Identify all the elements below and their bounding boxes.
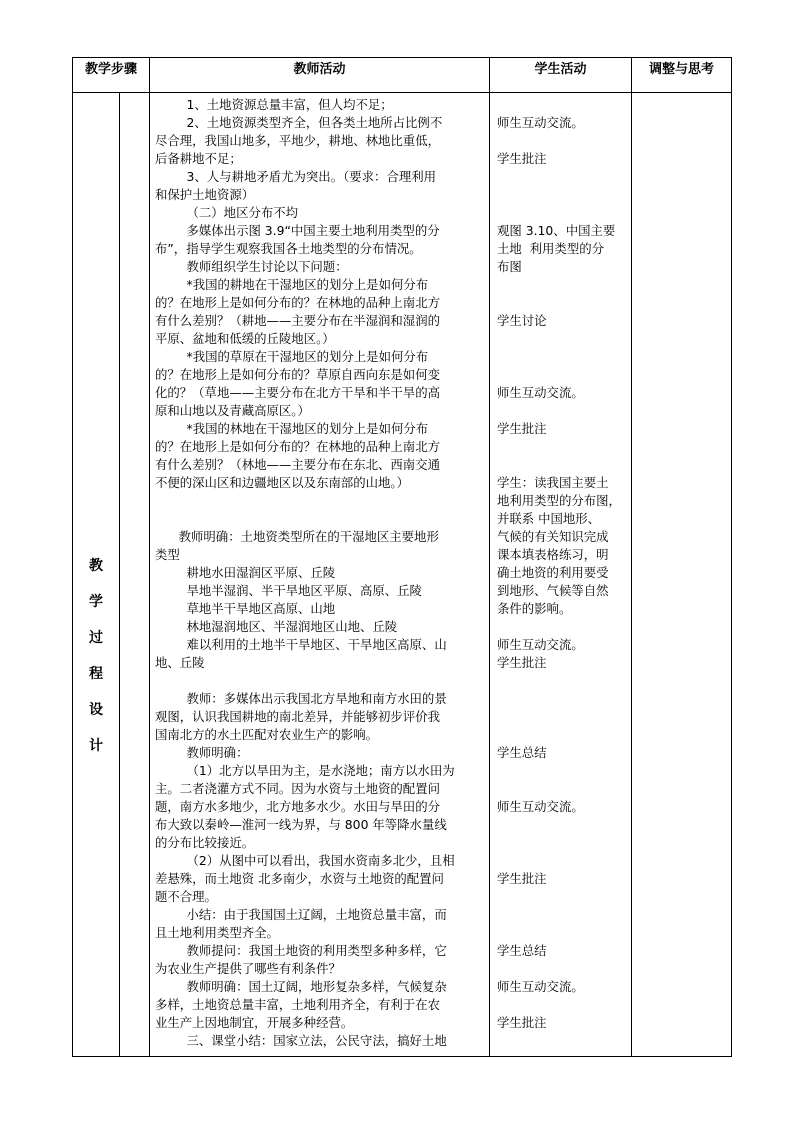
teacher-line bbox=[155, 672, 484, 690]
student-line: 学生：读我国主要土 bbox=[497, 475, 609, 490]
step-char: 程 bbox=[89, 666, 103, 682]
teacher-line: 有什么差别？（耕地——主要分布在半湿润和湿润的 bbox=[155, 313, 440, 328]
teacher-line: 且土地利用类型齐全。 bbox=[155, 925, 279, 940]
teacher-line: 布”，指导学生观察我国各土地类型的分布情况。 bbox=[155, 241, 422, 256]
teacher-line: 题不合理。 bbox=[155, 889, 217, 904]
teacher-line: 林地湿润地区、半湿润地区山地、丘陵 bbox=[155, 619, 398, 634]
teacher-line: 的？在地形上是如何分布的？在林地的品种上南北方 bbox=[155, 439, 440, 454]
step-char: 设 bbox=[89, 702, 103, 718]
step-char: 过 bbox=[89, 630, 103, 646]
teacher-line: 为农业生产提供了哪些有利条件？ bbox=[155, 961, 341, 976]
teacher-line: *我国的耕地在干湿地区的划分上是如何分布 bbox=[155, 277, 429, 292]
student-line: 并联系 中国地形、 bbox=[497, 511, 601, 526]
teacher-line: 地、丘陵 bbox=[155, 655, 205, 670]
student-line: 师生互动交流。 bbox=[497, 637, 584, 652]
student-line: 学生总结 bbox=[497, 745, 547, 760]
teacher-line: 有什么差别？（林地——主要分布在东北、西南交通 bbox=[155, 457, 440, 472]
teacher-line: 教师明确：土地资类型所在的干湿地区主要地形 bbox=[155, 529, 439, 544]
teacher-line bbox=[155, 492, 484, 510]
teacher-line: 难以利用的土地半干旱地区、干旱地区高原、山 bbox=[155, 637, 447, 652]
teacher-line: 教师组织学生讨论以下问题： bbox=[155, 259, 348, 274]
teacher-line: 2、土地资源类型齐全，但各类土地所占比例不 bbox=[155, 115, 443, 130]
teacher-line: 教师明确：国土辽阔，地形复杂多样，气候复杂 bbox=[155, 979, 447, 994]
teacher-activity-text bbox=[150, 93, 489, 1050]
student-line: 学生总结 bbox=[497, 943, 547, 958]
student-line: 地利用类型的分布图， bbox=[497, 493, 621, 508]
teacher-line: 类型 bbox=[155, 547, 180, 562]
teacher-line: （2）从图中可以看出，我国水资南多北少，且相 bbox=[155, 853, 455, 868]
student-line: 到地形、气候等自然 bbox=[497, 583, 609, 598]
teacher-line: 平原、盆地和低缓的丘陵地区。） bbox=[155, 331, 335, 346]
student-line: 气候的有关知识完成 bbox=[497, 529, 609, 544]
student-line: 师生互动交流。 bbox=[497, 799, 584, 814]
student-line: 学生批注 bbox=[497, 151, 547, 166]
student-line: 学生批注 bbox=[497, 421, 547, 436]
teacher-line: 教师明确： bbox=[155, 745, 249, 760]
teacher-line: 差悬殊，而土地资 北多南少，水资与土地资的配置问 bbox=[155, 871, 444, 886]
teacher-line: 的？在地形上是如何分布的？草原自西向东是如何变 bbox=[155, 367, 440, 382]
teacher-line: 不便的深山区和边疆地区以及东南部的山地。） bbox=[155, 475, 410, 490]
teacher-line: 教师：多媒体出示我国北方旱地和南方水田的景 bbox=[155, 691, 447, 706]
teacher-line: 耕地水田湿润区平原、丘陵 bbox=[155, 565, 336, 580]
student-line: 土地 利用类型的分 bbox=[497, 241, 605, 256]
student-line: 布图 bbox=[497, 259, 522, 274]
student-line: 观图 3.10、中国主要 bbox=[497, 223, 616, 238]
student-line: 师生互动交流。 bbox=[497, 979, 584, 994]
teacher-line: 和保护土地资源） bbox=[155, 187, 255, 202]
student-line: 师生互动交流。 bbox=[497, 115, 584, 130]
teacher-line: 题，南方水多地少，北方地多水少。水田与旱田的分 bbox=[155, 799, 440, 814]
student-line: 师生互动交流。 bbox=[497, 385, 584, 400]
teacher-line: 旱地半湿润、半干旱地区平原、高原、丘陵 bbox=[155, 583, 422, 598]
student-activity-text bbox=[490, 93, 631, 1030]
teacher-line: （1）北方以旱田为主，是水浇地；南方以水田为 bbox=[155, 763, 455, 778]
teacher-line: 主。二者浇灌方式不同。因为水资与土地资的配置问 bbox=[155, 781, 440, 796]
step-char: 学 bbox=[89, 594, 103, 610]
teacher-line: 教师提问：我国土地资的利用类型多种多样，它 bbox=[155, 943, 447, 958]
student-line: 课本填表格练习，明 bbox=[497, 547, 609, 562]
teacher-line bbox=[155, 510, 484, 528]
student-line: 学生批注 bbox=[497, 1015, 547, 1030]
teacher-line: 小结：由于我国国土辽阔，土地资总量丰富，而 bbox=[155, 907, 447, 922]
step-char: 教 bbox=[89, 558, 103, 574]
student-line: 条件的影响。 bbox=[497, 601, 572, 616]
teacher-line: 业生产上因地制宜，开展多种经营。 bbox=[155, 1015, 354, 1030]
step-char: 计 bbox=[89, 738, 103, 754]
student-line: 确土地资的利用要受 bbox=[497, 565, 609, 580]
lesson-plan-table bbox=[72, 57, 732, 1057]
student-activity-cell bbox=[490, 93, 632, 1057]
teacher-line: 多样，土地资总量丰富，土地利用齐全，有利于在农 bbox=[155, 997, 440, 1012]
header-step: 教学步骤 bbox=[73, 58, 150, 93]
teacher-line: （二）地区分布不均 bbox=[155, 205, 299, 220]
header-teacher: 教师活动 bbox=[150, 58, 490, 93]
teacher-line: 1、土地资源总量丰富，但人均不足； bbox=[155, 97, 393, 112]
teacher-line: *我国的草原在干湿地区的划分上是如何分布 bbox=[155, 349, 429, 364]
teacher-line: 草地半干旱地区高原、山地 bbox=[155, 601, 336, 616]
student-line: 学生批注 bbox=[497, 871, 547, 886]
student-line: 学生讨论 bbox=[497, 313, 547, 328]
student-line: 学生批注 bbox=[497, 655, 547, 670]
teacher-line: 的分布比较接近。 bbox=[155, 835, 255, 850]
teacher-line: 原和山地以及青藏高原区。） bbox=[155, 403, 310, 418]
teacher-line: 的？在地形上是如何分布的？在林地的品种上南北方 bbox=[155, 295, 440, 310]
step-sub-divider bbox=[119, 93, 120, 1056]
teacher-line: 三、课堂小结：国家立法，公民守法，搞好土地 bbox=[155, 1033, 447, 1048]
teacher-line: 国南北方的水土匹配对农业生产的影响。 bbox=[155, 727, 379, 742]
header-row bbox=[73, 58, 732, 93]
teacher-line: 观图，认识我国耕地的南北差异，并能够初步评价我 bbox=[155, 709, 440, 724]
header-reflection: 调整与思考 bbox=[632, 58, 732, 93]
teacher-activity-cell bbox=[150, 93, 490, 1057]
teacher-line: 3、人与耕地矛盾尤为突出。（要求：合理利用 bbox=[155, 169, 437, 184]
teacher-line: 化的？（草地——主要分布在北方干旱和半干旱的高 bbox=[155, 385, 440, 400]
teacher-line: 尽合理，我国山地多，平地少，耕地、林地比重低， bbox=[155, 133, 440, 148]
teacher-line: *我国的林地在干湿地区的划分上是如何分布 bbox=[155, 421, 429, 436]
step-cell bbox=[73, 93, 150, 1057]
reflection-cell bbox=[632, 93, 732, 1057]
body-row bbox=[73, 93, 732, 1057]
header-student: 学生活动 bbox=[490, 58, 632, 93]
teacher-line: 后备耕地不足； bbox=[155, 151, 242, 166]
teacher-line: 多媒体出示图 3.9“中国主要土地利用类型的分 bbox=[155, 223, 440, 238]
teacher-line: 布大致以秦岭—淮河一线为界，与 800 年等降水量线 bbox=[155, 817, 447, 832]
step-label bbox=[73, 548, 119, 764]
